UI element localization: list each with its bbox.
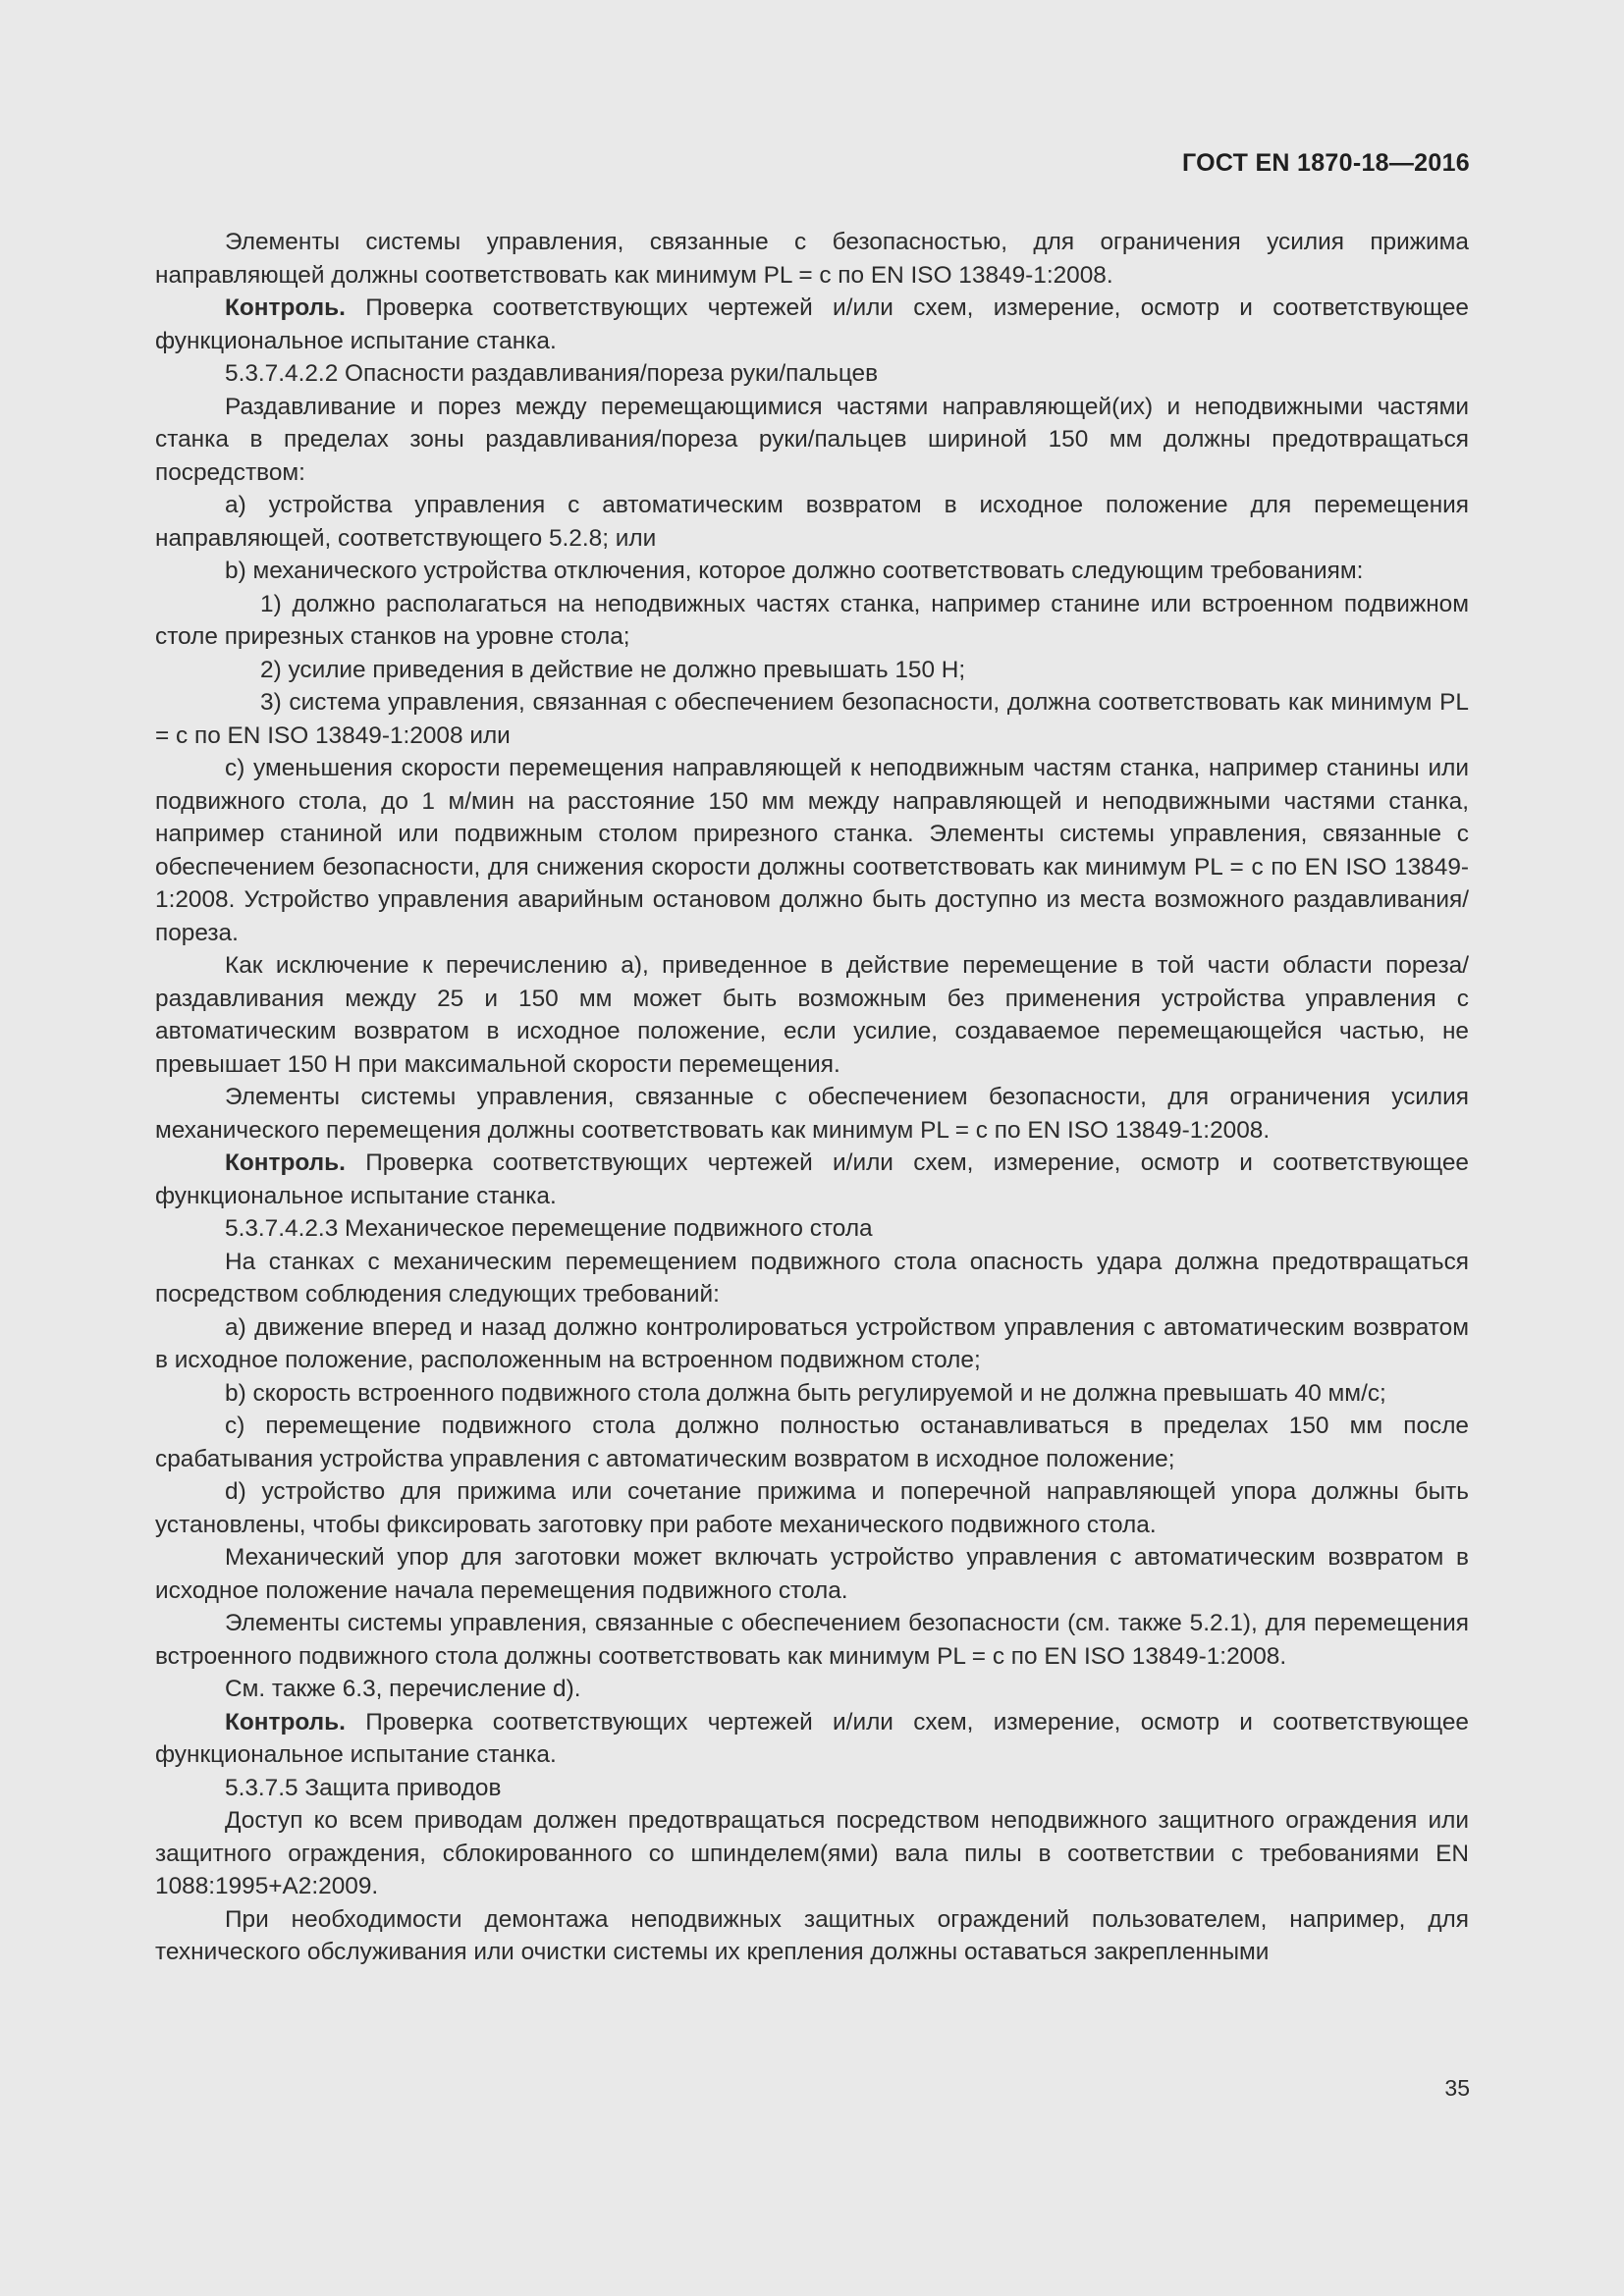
list-item: b) скорость встроенного подвижного стола должна быть регулируемой и не должна превышать 40 мм/с; bbox=[225, 1379, 1386, 1407]
list-item: a) устройства управления с автоматическим возвратом в исходное положение для перемещения направляющей, соответствующего 5.2.8; или bbox=[155, 492, 1469, 552]
paragraph-control: Контроль. Проверка соответствующих чертежей и/или схем, измерение, осмотр и соответствующее функциональное испытание станка. bbox=[155, 1708, 1469, 1768]
paragraph: Раздавливание и порез между перемещающимися частями направляющей(их) и неподвижными частями станка в пределах зоны раздавливания/пореза руки/пальцев шириной 150 мм должны предотвращаться посредством: bbox=[155, 393, 1469, 486]
sub-list-item: 1) должно располагаться на неподвижных частях станка, например станине или встроенном подвижном столе прирезных станков на уровне стола; bbox=[155, 590, 1469, 650]
paragraph-control: Контроль. Проверка соответствующих чертежей и/или схем, измерение, осмотр и соответствующее функциональное испытание станка. bbox=[155, 1149, 1469, 1209]
section-heading: 5.3.7.4.2.3 Механическое перемещение подвижного стола bbox=[225, 1215, 873, 1242]
list-item: b) механического устройства отключения, которое должно соответствовать следующим требованиям: bbox=[225, 558, 1364, 584]
sub-list-item: 2) усилие приведения в действие не должно превышать 150 Н; bbox=[260, 656, 966, 683]
section-heading: 5.3.7.5 Защита приводов bbox=[225, 1774, 502, 1801]
list-item: d) устройство для прижима или сочетание прижима и поперечной направляющей упора должны быть установлены, чтобы фиксировать заготовку при работе механического подвижного стола. bbox=[155, 1478, 1469, 1538]
list-item: c) уменьшения скорости перемещения направляющей к неподвижным частям станка, например станины или подвижного стола, до 1 м/мин на расстояние 150 мм между направляющей и неподвижными частями станка, например станиной или подвижным столом прирезного станка. Элементы системы управления, связанные с обеспечением безопасности, для снижения скорости должны соответствовать как минимум PL = c по EN ISO 13849-1:2008. Устройство управления аварийным остановом должно быть доступно из места возможного раздавливания/пореза. bbox=[155, 755, 1469, 946]
control-label: Контроль. bbox=[225, 1149, 346, 1176]
sub-list-item: 3) система управления, связанная с обеспечением безопасности, должна соответствовать как минимум PL = c по EN ISO 13849-1:2008 или bbox=[155, 689, 1469, 749]
paragraph: На станках с механическим перемещением подвижного стола опасность удара должна предотвращаться посредством соблюдения следующих требований: bbox=[155, 1248, 1469, 1308]
list-item: a) движение вперед и назад должно контролироваться устройством управления с автоматическим возвратом в исходное положение, расположенным на встроенном подвижном столе; bbox=[155, 1313, 1469, 1373]
paragraph: См. также 6.3, перечисление d). bbox=[225, 1676, 581, 1702]
section-heading: 5.3.7.4.2.2 Опасности раздавливания/пореза руки/пальцев bbox=[225, 360, 879, 387]
page-number: 35 bbox=[1444, 2075, 1470, 2101]
control-label: Контроль. bbox=[225, 1708, 346, 1735]
body-text bbox=[155, 226, 1469, 1969]
paragraph: Элементы системы управления, связанные с обеспечением безопасности (см. также 5.2.1), для перемещения встроенного подвижного стола должны соответствовать как минимум PL = c по EN ISO 13849-1:2008. bbox=[155, 1610, 1469, 1670]
paragraph: При необходимости демонтажа неподвижных защитных ограждений пользователем, например, для технического обслуживания или очистки системы их крепления должны оставаться закрепленными bbox=[155, 1905, 1469, 1965]
paragraph: Элементы системы управления, связанные с обеспечением безопасности, для ограничения усилия механического перемещения должны соответствовать как минимум PL = c по EN ISO 13849-1:2008. bbox=[155, 1084, 1469, 1144]
paragraph-control: Контроль. Проверка соответствующих чертежей и/или схем, измерение, осмотр и соответствующее функциональное испытание станка. bbox=[155, 294, 1469, 354]
paragraph: Доступ ко всем приводам должен предотвращаться посредством неподвижного защитного ограждения или защитного ограждения, сблокированного со шпинделем(ями) вала пилы в соответствии с требованиями EN 1088:1995+A2:2009. bbox=[155, 1807, 1469, 1899]
paragraph: Элементы системы управления, связанные с безопасностью, для ограничения усилия прижима направляющей должны соответствовать как минимум PL = c по EN ISO 13849-1:2008. bbox=[155, 229, 1469, 289]
standard-header: ГОСТ EN 1870-18—2016 bbox=[1182, 149, 1470, 177]
list-item: c) перемещение подвижного стола должно полностью останавливаться в пределах 150 мм после срабатывания устройства управления с автоматическим возвратом в исходное положение; bbox=[155, 1413, 1469, 1472]
paragraph: Механический упор для заготовки может включать устройство управления с автоматическим возвратом в исходное положение начала перемещения подвижного стола. bbox=[155, 1544, 1469, 1604]
control-label: Контроль. bbox=[225, 294, 346, 321]
paragraph: Как исключение к перечислению a), приведенное в действие перемещение в той части области пореза/раздавливания между 25 и 150 мм может быть возможным без применения устройства управления с автоматическим возвратом в исходное положение, если усилие, создаваемое перемещающейся частью, не превышает 150 Н при максимальной скорости перемещения. bbox=[155, 952, 1469, 1078]
